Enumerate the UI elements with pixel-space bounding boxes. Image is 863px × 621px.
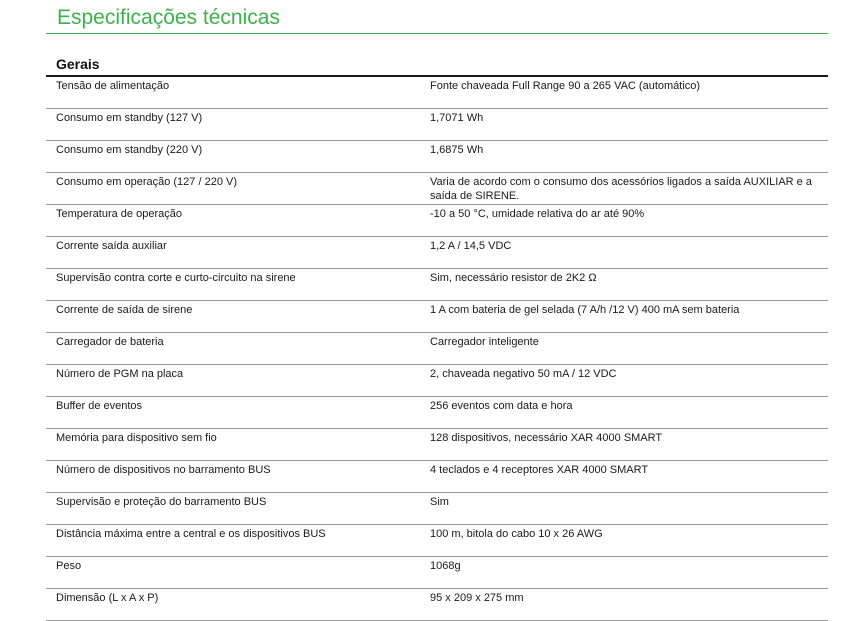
spec-value: 256 eventos com data e hora xyxy=(430,400,573,412)
table-row xyxy=(46,205,828,237)
table-row xyxy=(46,301,828,333)
table-row xyxy=(46,525,828,557)
spec-label: Buffer de eventos xyxy=(56,400,143,412)
spec-label: Tensão de alimentação xyxy=(56,80,170,92)
table-row xyxy=(46,109,828,141)
spec-value: 1068g xyxy=(430,560,461,572)
spec-label: Distância máxima entre a central e os dispositivos BUS xyxy=(56,528,326,540)
spec-value: Sim xyxy=(430,496,449,508)
spec-value: 95 x 209 x 275 mm xyxy=(430,592,524,604)
spec-label: Corrente de saída de sirene xyxy=(56,304,193,316)
spec-value: 100 m, bitola do cabo 10 x 26 AWG xyxy=(430,528,603,540)
spec-table xyxy=(46,77,828,621)
spec-label: Temperatura de operação xyxy=(56,208,182,220)
spec-label: Supervisão contra corte e curto-circuito na sirene xyxy=(56,272,296,284)
spec-label: Consumo em standby (127 V) xyxy=(56,112,203,124)
spec-value: Sim, necessário resistor de 2K2 Ω xyxy=(430,272,597,284)
table-row xyxy=(46,269,828,301)
spec-value: 1 A com bateria de gel selada (7 A/h /12 V) 400 mA sem bateria xyxy=(430,304,740,316)
table-row xyxy=(46,365,828,397)
spec-label: Número de PGM na placa xyxy=(56,368,184,380)
spec-label: Supervisão e proteção do barramento BUS xyxy=(56,496,267,508)
table-row xyxy=(46,173,828,205)
table-row xyxy=(46,461,828,493)
spec-label: Memória para dispositivo sem fio xyxy=(56,432,217,444)
table-row xyxy=(46,237,828,269)
spec-value: Carregador inteligente xyxy=(430,336,539,348)
title-divider xyxy=(46,33,828,34)
spec-value: -10 a 50 °C, umidade relativa do ar até 90% xyxy=(430,208,645,220)
table-row xyxy=(46,493,828,525)
spec-label: Dimensão (L x A x P) xyxy=(56,592,159,604)
table-row xyxy=(46,333,828,365)
spec-label: Número de dispositivos no barramento BUS xyxy=(56,464,271,476)
section-heading: Gerais xyxy=(56,56,100,72)
table-row xyxy=(46,77,828,109)
spec-label: Corrente saída auxiliar xyxy=(56,240,167,252)
spec-value: 2, chaveada negativo 50 mA / 12 VDC xyxy=(430,368,617,380)
spec-value: 1,2 A / 14,5 VDC xyxy=(430,240,512,252)
table-row xyxy=(46,397,828,429)
table-row xyxy=(46,557,828,589)
table-row xyxy=(46,141,828,173)
spec-value: 128 dispositivos, necessário XAR 4000 SMART xyxy=(430,432,663,444)
spec-value: 1,7071 Wh xyxy=(430,112,484,124)
spec-label: Carregador de bateria xyxy=(56,336,164,348)
spec-value: 4 teclados e 4 receptores XAR 4000 SMART xyxy=(430,464,649,476)
spec-value: Varia de acordo com o consumo dos acessórios ligados a saída AUXILIAR e a saída de SIRENE. xyxy=(430,176,812,202)
spec-value: 1,6875 Wh xyxy=(430,144,484,156)
page-title: Especificações técnicas xyxy=(57,6,280,29)
spec-value: Fonte chaveada Full Range 90 a 265 VAC (automático) xyxy=(430,80,701,92)
spec-label: Peso xyxy=(56,560,82,572)
spec-label: Consumo em operação (127 / 220 V) xyxy=(56,176,237,188)
table-row xyxy=(46,429,828,461)
table-row xyxy=(46,589,828,621)
spec-label: Consumo em standby (220 V) xyxy=(56,144,203,156)
